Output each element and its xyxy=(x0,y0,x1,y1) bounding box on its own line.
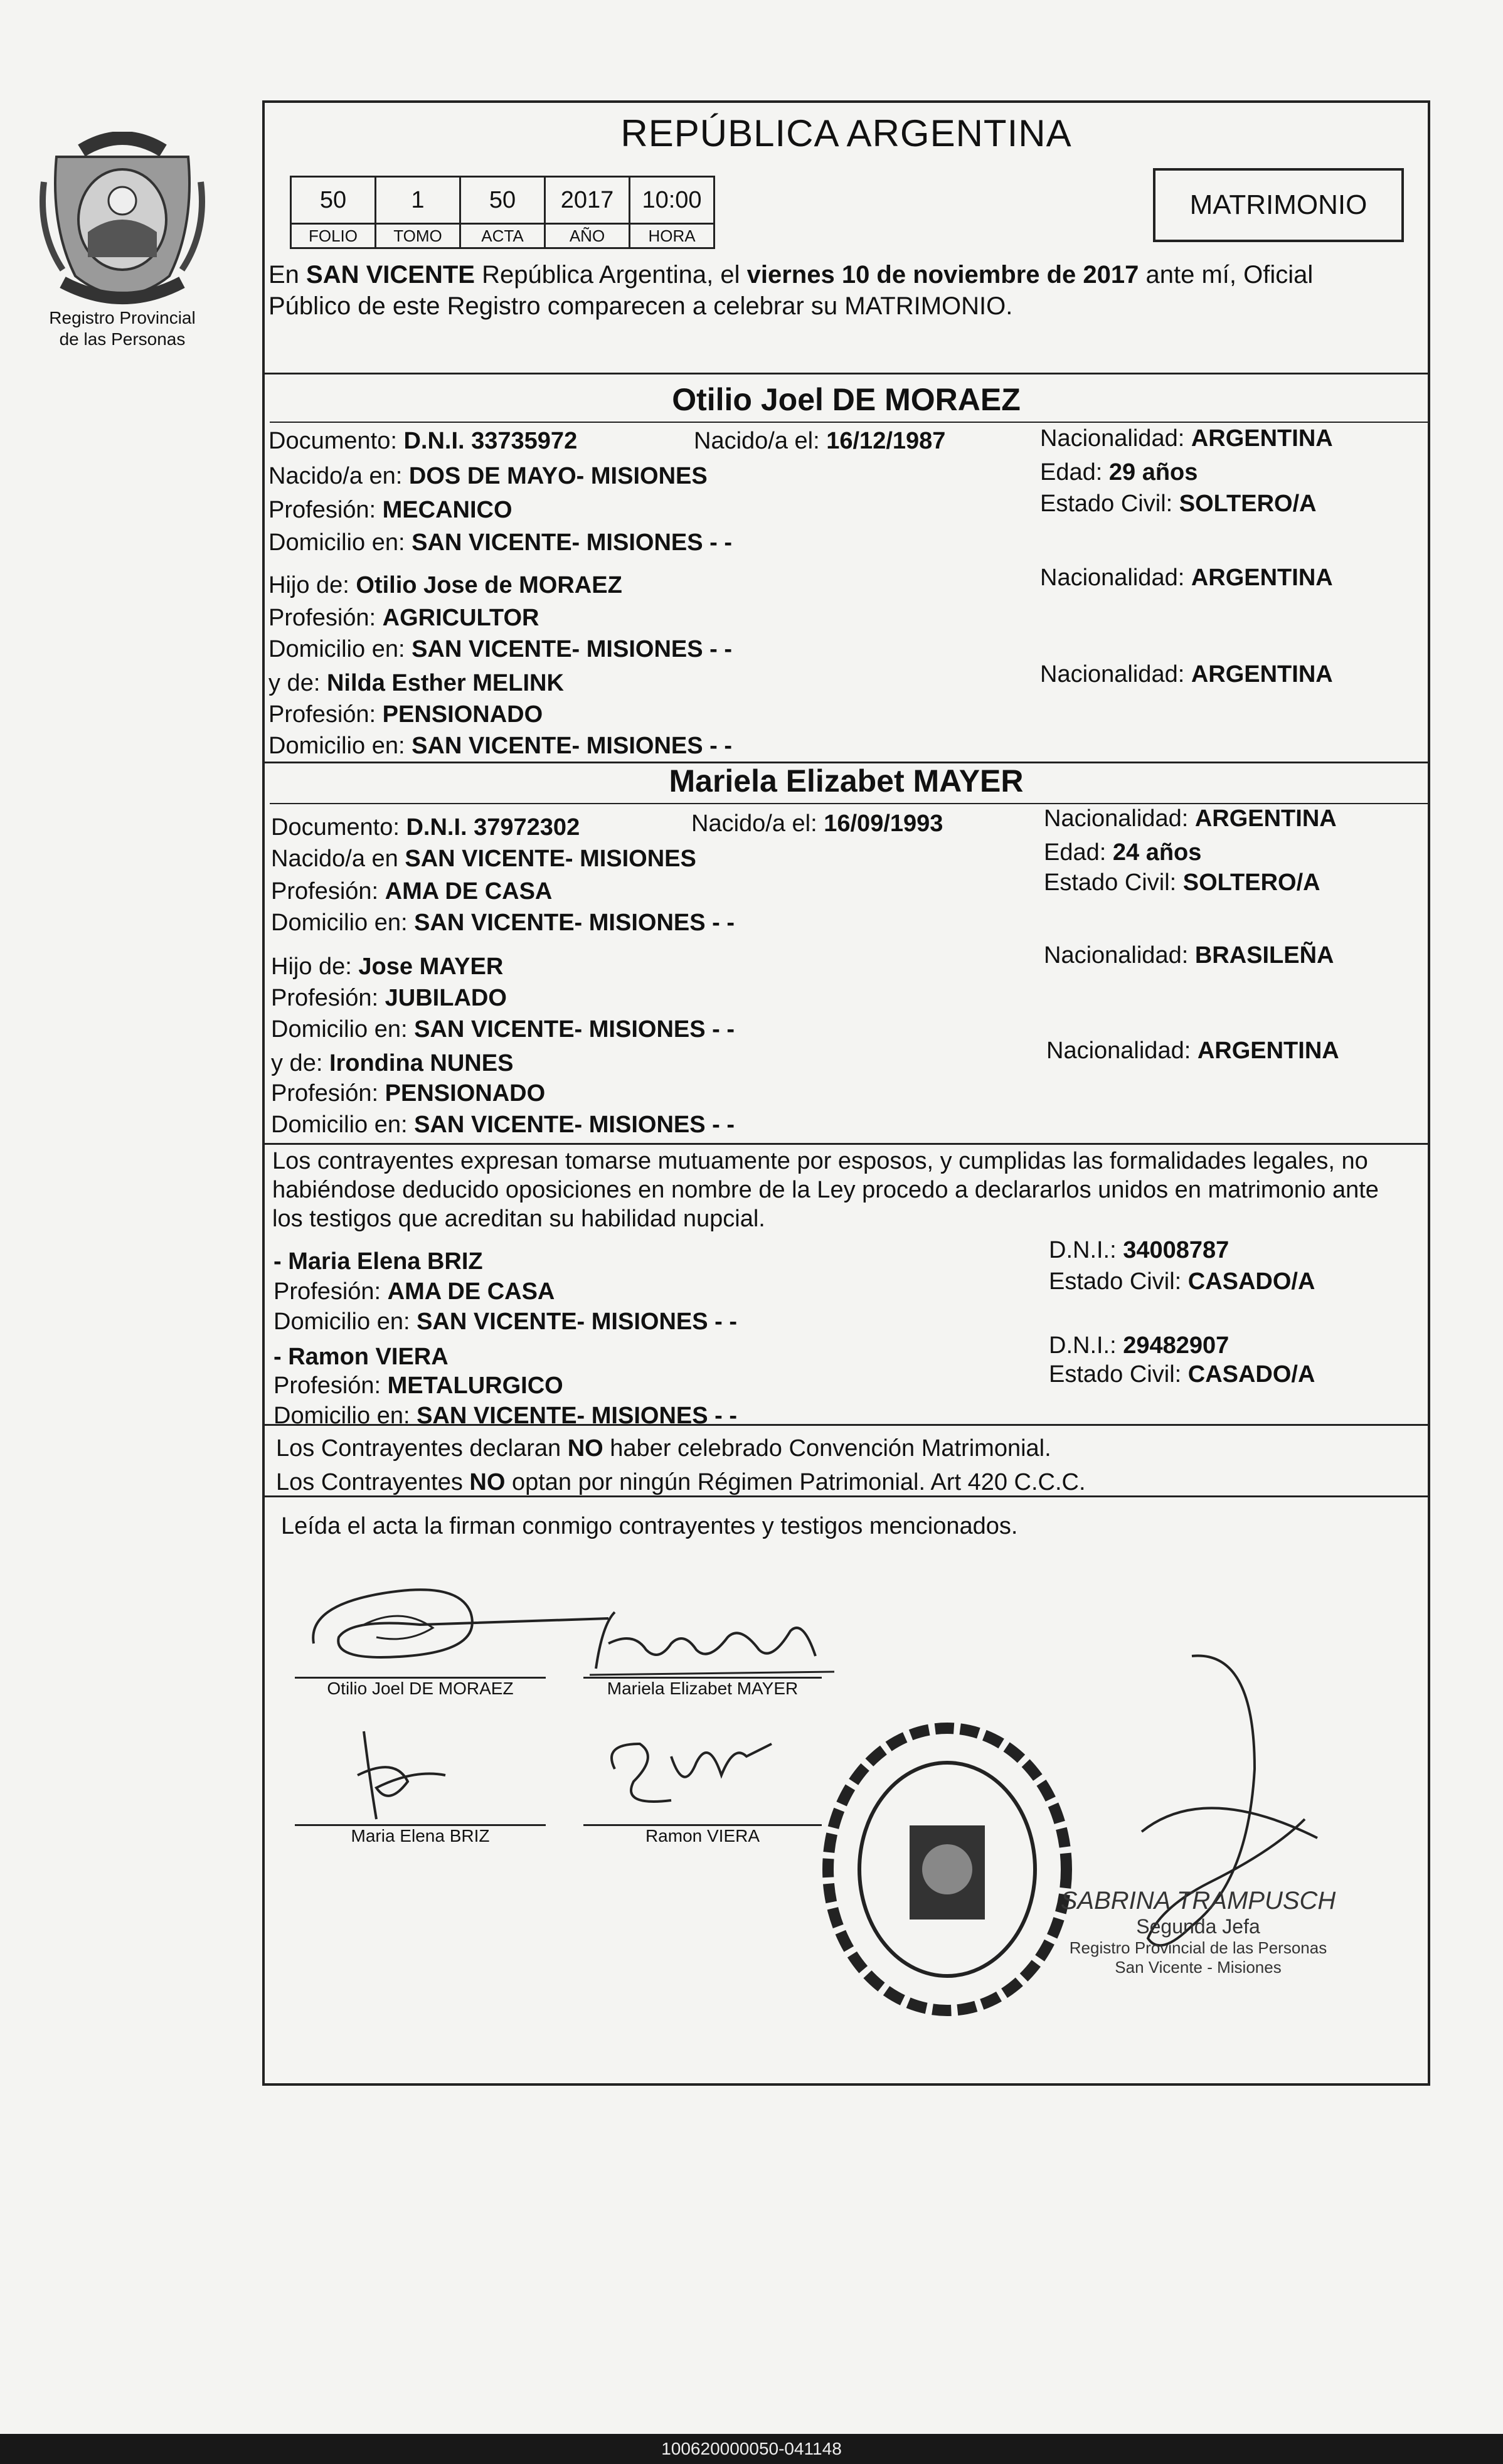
label: Estado Civil: xyxy=(1044,869,1183,896)
divider xyxy=(262,1143,1430,1145)
value: SAN VICENTE- MISIONES - - xyxy=(412,529,732,556)
value: SAN VICENTE- MISIONES - - xyxy=(417,1309,737,1335)
bride-doc xyxy=(271,813,580,842)
witness2-dni xyxy=(1049,1331,1229,1360)
divider xyxy=(262,1424,1430,1426)
value: SAN VICENTE- MISIONES - - xyxy=(412,636,732,662)
act-type-box: MATRIMONIO xyxy=(1153,168,1404,242)
country-title: REPÚBLICA ARGENTINA xyxy=(620,112,1072,154)
label: Profesión: xyxy=(271,985,385,1011)
intro-text-a: En xyxy=(268,261,307,289)
emphasis: NO xyxy=(469,1469,506,1495)
bride-civil xyxy=(1044,868,1320,897)
document-code: 100620000050-041148 xyxy=(0,2434,1503,2464)
label: y de: xyxy=(271,1050,329,1076)
witness2-dom xyxy=(274,1401,737,1430)
bride-signature-caption: Mariela Elizabet MAYER xyxy=(607,1679,799,1698)
value: Otilio Jose de MORAEZ xyxy=(356,572,622,598)
label: Hijo de: xyxy=(268,572,356,598)
groom-born xyxy=(694,427,945,455)
groom-mother-nat xyxy=(1040,660,1333,689)
label: Edad: xyxy=(1040,459,1109,486)
official-seal-icon xyxy=(815,1719,1079,2020)
label: Documento: xyxy=(268,428,404,454)
bride-age xyxy=(1044,838,1201,867)
witness2-prof xyxy=(274,1371,563,1400)
witness2-civil xyxy=(1049,1360,1315,1389)
value: SAN VICENTE- MISIONES - - xyxy=(414,1016,735,1043)
value: SOLTERO/A xyxy=(1182,869,1320,896)
label: Nacionalidad: xyxy=(1046,1038,1198,1064)
label: D.N.I.: xyxy=(1049,1237,1123,1263)
witness2-name: - Ramon VIERA xyxy=(274,1344,449,1370)
groom-civil xyxy=(1040,489,1317,518)
bride-prof xyxy=(271,877,552,906)
label: Nacionalidad: xyxy=(1044,942,1195,969)
value: CASADO/A xyxy=(1187,1361,1315,1388)
value: PENSIONADO xyxy=(382,701,543,728)
officer-name: SABRINA TRAMPUSCH xyxy=(1060,1887,1336,1914)
divider xyxy=(262,373,1430,374)
value: ARGENTINA xyxy=(1197,1038,1339,1064)
label: Domicilio en: xyxy=(268,529,412,556)
bride-born xyxy=(691,809,943,838)
value: D.N.I. 33735972 xyxy=(403,428,578,454)
act-id-grid xyxy=(290,176,715,249)
label: y de: xyxy=(268,670,327,696)
witness1-signature-caption: Maria Elena BRIZ xyxy=(351,1826,490,1845)
tomo-value: 1 xyxy=(376,177,460,224)
registry-caption xyxy=(13,307,232,349)
groom-signature-caption: Otilio Joel DE MORAEZ xyxy=(327,1679,514,1698)
intro-date: viernes 10 de noviembre de 2017 xyxy=(746,261,1139,289)
groom-doc xyxy=(268,427,577,455)
groom-nat xyxy=(1040,424,1333,453)
divider xyxy=(270,422,1430,423)
officer-role: Segunda Jefa xyxy=(1136,1915,1260,1938)
label: D.N.I.: xyxy=(1049,1332,1123,1359)
value: 24 años xyxy=(1112,839,1202,866)
groom-mother-dom xyxy=(268,731,732,760)
bride-dom xyxy=(271,908,735,937)
officer-stamp xyxy=(1060,1887,1336,1977)
bride-nat xyxy=(1044,804,1337,833)
closing-text: Leída el acta la firman conmigo contrayentes y testigos mencionados. xyxy=(281,1513,1018,1539)
label: Domicilio en: xyxy=(274,1403,417,1429)
intro-line1 xyxy=(268,260,1313,290)
label: Domicilio en: xyxy=(271,910,415,936)
label: Profesión: xyxy=(274,1278,388,1305)
witness1-civil xyxy=(1049,1267,1315,1296)
value: AMA DE CASA xyxy=(387,1278,555,1305)
declaration-line3: los testigos que acreditan su habilidad nupcial. xyxy=(272,1206,765,1232)
value: Nilda Esther MELINK xyxy=(326,670,564,696)
groom-name: Otilio Joel DE MORAEZ xyxy=(672,382,1021,417)
value: PENSIONADO xyxy=(385,1080,546,1107)
value: 16/09/1993 xyxy=(824,810,943,837)
text: Los Contrayentes xyxy=(276,1469,470,1495)
witness1-prof xyxy=(274,1277,555,1306)
bride-father-nat xyxy=(1044,941,1334,970)
groom-father-prof xyxy=(268,603,539,632)
value: JUBILADO xyxy=(385,985,507,1011)
value: SAN VICENTE- MISIONES - - xyxy=(417,1403,737,1429)
value: 29 años xyxy=(1108,459,1198,486)
label: Profesión: xyxy=(268,497,383,523)
value: CASADO/A xyxy=(1187,1268,1315,1295)
declaration-line1: Los contrayentes expresan tomarse mutuamente por esposos, y cumplidas las formalidades legales, no xyxy=(272,1148,1368,1174)
bride-mother-prof xyxy=(271,1079,545,1108)
bride-birthplace xyxy=(271,844,696,873)
registry-caption-line2: de las Personas xyxy=(59,329,186,349)
value: AGRICULTOR xyxy=(382,605,539,631)
value: SOLTERO/A xyxy=(1179,491,1317,517)
registry-caption-line1: Registro Provincial xyxy=(49,308,196,327)
groom-father-dom xyxy=(268,635,732,664)
groom-father xyxy=(268,571,622,600)
value: AMA DE CASA xyxy=(385,878,553,905)
label: Profesión: xyxy=(271,878,385,905)
bride-name: Mariela Elizabet MAYER xyxy=(669,763,1024,799)
bride-father-prof xyxy=(271,984,507,1012)
value: ARGENTINA xyxy=(1191,661,1333,688)
label: Domicilio en: xyxy=(274,1309,417,1335)
label: Estado Civil: xyxy=(1049,1268,1188,1295)
acta-label: ACTA xyxy=(460,224,545,248)
label: Estado Civil: xyxy=(1040,491,1179,517)
value: Jose MAYER xyxy=(358,953,504,980)
label: Nacionalidad: xyxy=(1044,805,1195,832)
label: Nacionalidad: xyxy=(1040,661,1191,688)
witness1-name: - Maria Elena BRIZ xyxy=(274,1248,483,1275)
label: Domicilio en: xyxy=(268,636,412,662)
value: ARGENTINA xyxy=(1194,805,1337,832)
groom-mother-prof xyxy=(268,700,543,729)
tomo-label: TOMO xyxy=(376,224,460,248)
witness1-dni xyxy=(1049,1236,1229,1265)
label: Estado Civil: xyxy=(1049,1361,1188,1388)
value: 34008787 xyxy=(1123,1237,1229,1263)
bride-mother-nat xyxy=(1046,1036,1339,1065)
label: Documento: xyxy=(271,814,406,841)
groom-father-nat xyxy=(1040,563,1333,592)
groom-mother xyxy=(268,669,564,698)
groom-prof xyxy=(268,496,513,524)
misiones-crest-icon xyxy=(38,132,207,314)
folio-value: 50 xyxy=(291,177,376,224)
value: DOS DE MAYO- MISIONES xyxy=(408,463,708,489)
label: Profesión: xyxy=(274,1373,388,1399)
label: Domicilio en: xyxy=(271,1016,415,1043)
bride-signature-icon xyxy=(583,1606,847,1681)
groom-birthplace xyxy=(268,462,708,491)
label: Domicilio en: xyxy=(268,733,412,759)
label: Edad: xyxy=(1044,839,1113,866)
value: ARGENTINA xyxy=(1191,565,1333,591)
value: Irondina NUNES xyxy=(329,1050,514,1076)
witness2-signature-icon xyxy=(583,1719,784,1825)
anio-label: AÑO xyxy=(545,224,630,248)
value: SAN VICENTE- MISIONES xyxy=(405,846,696,872)
witness2-signature-caption: Ramon VIERA xyxy=(645,1826,760,1845)
text: haber celebrado Convención Matrimonial. xyxy=(603,1435,1051,1462)
witness1-signature-icon xyxy=(339,1719,489,1825)
folio-label: FOLIO xyxy=(291,224,376,248)
bride-mother-dom xyxy=(271,1110,735,1139)
label: Nacido/a en: xyxy=(268,463,409,489)
label: Nacido/a el: xyxy=(694,428,827,454)
groom-age xyxy=(1040,458,1198,487)
value: BRASILEÑA xyxy=(1194,942,1334,969)
emphasis: NO xyxy=(567,1435,603,1462)
officer-place: San Vicente - Misiones xyxy=(1115,1958,1282,1977)
label: Nacionalidad: xyxy=(1040,425,1191,452)
value: D.N.I. 37972302 xyxy=(406,814,580,841)
intro-city: SAN VICENTE xyxy=(306,261,475,289)
value: ARGENTINA xyxy=(1191,425,1333,452)
value: SAN VICENTE- MISIONES - - xyxy=(414,910,735,936)
label: Profesión: xyxy=(271,1080,385,1107)
label: Nacionalidad: xyxy=(1040,565,1191,591)
officer-office: Registro Provincial de las Personas xyxy=(1069,1938,1327,1957)
intro-text-b: República Argentina, el xyxy=(474,261,747,289)
acta-value: 50 xyxy=(460,177,545,224)
text: Los Contrayentes declaran xyxy=(276,1435,568,1462)
value: 29482907 xyxy=(1123,1332,1229,1359)
label: Profesión: xyxy=(268,605,383,631)
text: optan por ningún Régimen Patrimonial. Art 420 C.C.C. xyxy=(505,1469,1086,1495)
bride-father-dom xyxy=(271,1015,735,1044)
value: MECANICO xyxy=(382,497,513,523)
label: Nacido/a el: xyxy=(691,810,824,837)
intro-line2: Público de este Registro comparecen a celebrar su MATRIMONIO. xyxy=(268,292,1013,320)
value: METALURGICO xyxy=(387,1373,563,1399)
witness1-dom xyxy=(274,1307,737,1336)
label: Profesión: xyxy=(268,701,383,728)
label: Nacido/a en xyxy=(271,846,405,872)
anio-value: 2017 xyxy=(545,177,630,224)
intro-text-c: ante mí, Oficial xyxy=(1139,261,1314,289)
label: Hijo de: xyxy=(271,953,359,980)
bride-father xyxy=(271,952,503,981)
label: Domicilio en: xyxy=(271,1112,415,1138)
regime-line2 xyxy=(276,1468,1086,1497)
divider xyxy=(262,1495,1430,1497)
groom-dom xyxy=(268,528,732,557)
value: 16/12/1987 xyxy=(826,428,946,454)
value: SAN VICENTE- MISIONES - - xyxy=(412,733,732,759)
hora-value: 10:00 xyxy=(630,177,714,224)
regime-line1 xyxy=(276,1434,1051,1463)
declaration-line2: habiéndose deducido oposiciones en nombre de la Ley procedo a declararlos unidos en matrimonio ante xyxy=(272,1177,1379,1203)
bride-mother xyxy=(271,1049,513,1078)
value: SAN VICENTE- MISIONES - - xyxy=(414,1112,735,1138)
hora-label: HORA xyxy=(630,224,714,248)
